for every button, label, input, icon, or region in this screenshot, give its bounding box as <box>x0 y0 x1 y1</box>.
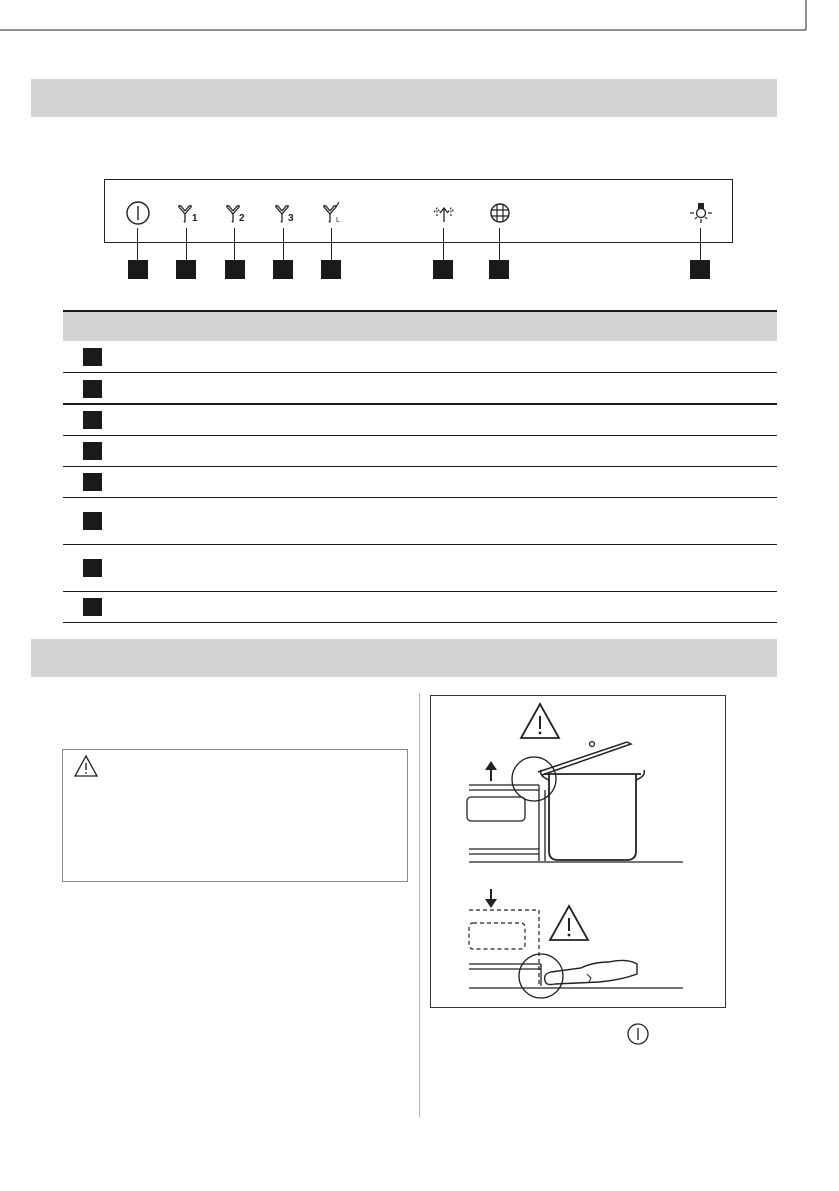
warning-icon <box>73 754 99 778</box>
callout-line <box>186 228 187 260</box>
hand-icon <box>519 954 637 998</box>
arrow-up-icon <box>485 761 497 781</box>
table-row <box>63 592 777 623</box>
crop-mark <box>0 0 820 36</box>
callout-line <box>499 228 500 260</box>
warning-icon <box>521 704 559 738</box>
row-marker <box>83 348 102 366</box>
auto-extraction-icon <box>431 200 457 226</box>
light-icon <box>688 200 714 226</box>
reference-marker <box>225 260 245 279</box>
fan-speed-1-icon <box>174 200 200 226</box>
row-marker <box>83 411 102 429</box>
section-banner-usage <box>31 639 777 677</box>
hood-raised <box>467 785 545 861</box>
pot-lid-hood-diagram <box>431 696 727 1009</box>
fan-boost-label: L <box>336 217 340 224</box>
fan-speed-2-icon <box>222 200 248 226</box>
fan-boost-icon <box>319 200 345 226</box>
reference-marker <box>128 260 148 279</box>
table-row <box>63 467 777 498</box>
table-row <box>63 373 777 405</box>
reference-marker <box>433 260 453 279</box>
power-icon <box>626 1022 650 1046</box>
callout-line <box>443 228 444 260</box>
callout-line <box>137 228 138 260</box>
warning-box <box>62 749 408 882</box>
warning-icon <box>550 906 588 940</box>
row-marker <box>83 473 102 491</box>
section-banner-controls <box>31 79 777 117</box>
power-icon <box>125 200 151 226</box>
fan-speed-3-label: 3 <box>288 213 294 224</box>
callout-line <box>700 228 701 260</box>
reference-marker <box>176 260 196 279</box>
table-row <box>63 341 777 373</box>
callout-line <box>283 228 284 260</box>
row-marker <box>83 380 102 398</box>
reference-marker <box>273 260 293 279</box>
table-row <box>63 436 777 467</box>
reference-marker <box>321 260 341 279</box>
row-marker <box>83 559 102 577</box>
fan-speed-3-icon <box>271 200 297 226</box>
table-header <box>63 310 777 341</box>
row-marker <box>83 442 102 460</box>
table-row <box>63 498 777 545</box>
safety-illustration <box>430 695 726 1008</box>
table-row <box>63 405 777 436</box>
callout-line <box>234 228 235 260</box>
reference-marker <box>690 260 710 279</box>
fan-speed-2-label: 2 <box>239 213 245 224</box>
callout-line <box>331 228 332 260</box>
reference-marker <box>489 260 509 279</box>
hood-lowering <box>469 910 541 986</box>
arrow-down-icon <box>485 889 497 908</box>
table-row <box>63 545 777 592</box>
column-divider <box>419 693 420 1117</box>
pot <box>512 742 644 861</box>
row-marker <box>83 512 102 530</box>
row-marker <box>83 598 102 616</box>
filter-icon <box>487 200 513 226</box>
fan-speed-1-label: 1 <box>192 213 198 224</box>
